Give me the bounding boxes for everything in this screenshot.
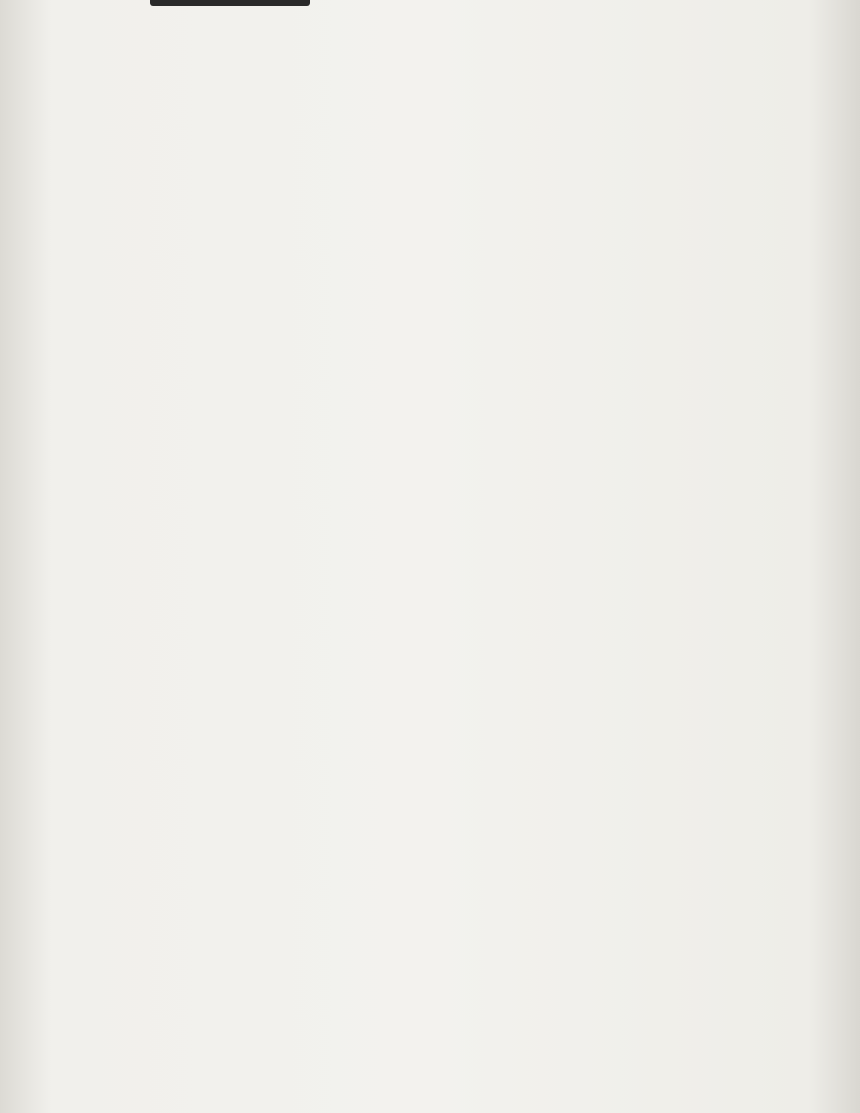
- reading-instruction: [118, 121, 778, 144]
- page-content: [118, 86, 778, 196]
- binder-clip-shadow: [150, 0, 310, 6]
- story-author: [118, 174, 778, 197]
- section-heading: [118, 98, 778, 121]
- story-title: [118, 151, 778, 174]
